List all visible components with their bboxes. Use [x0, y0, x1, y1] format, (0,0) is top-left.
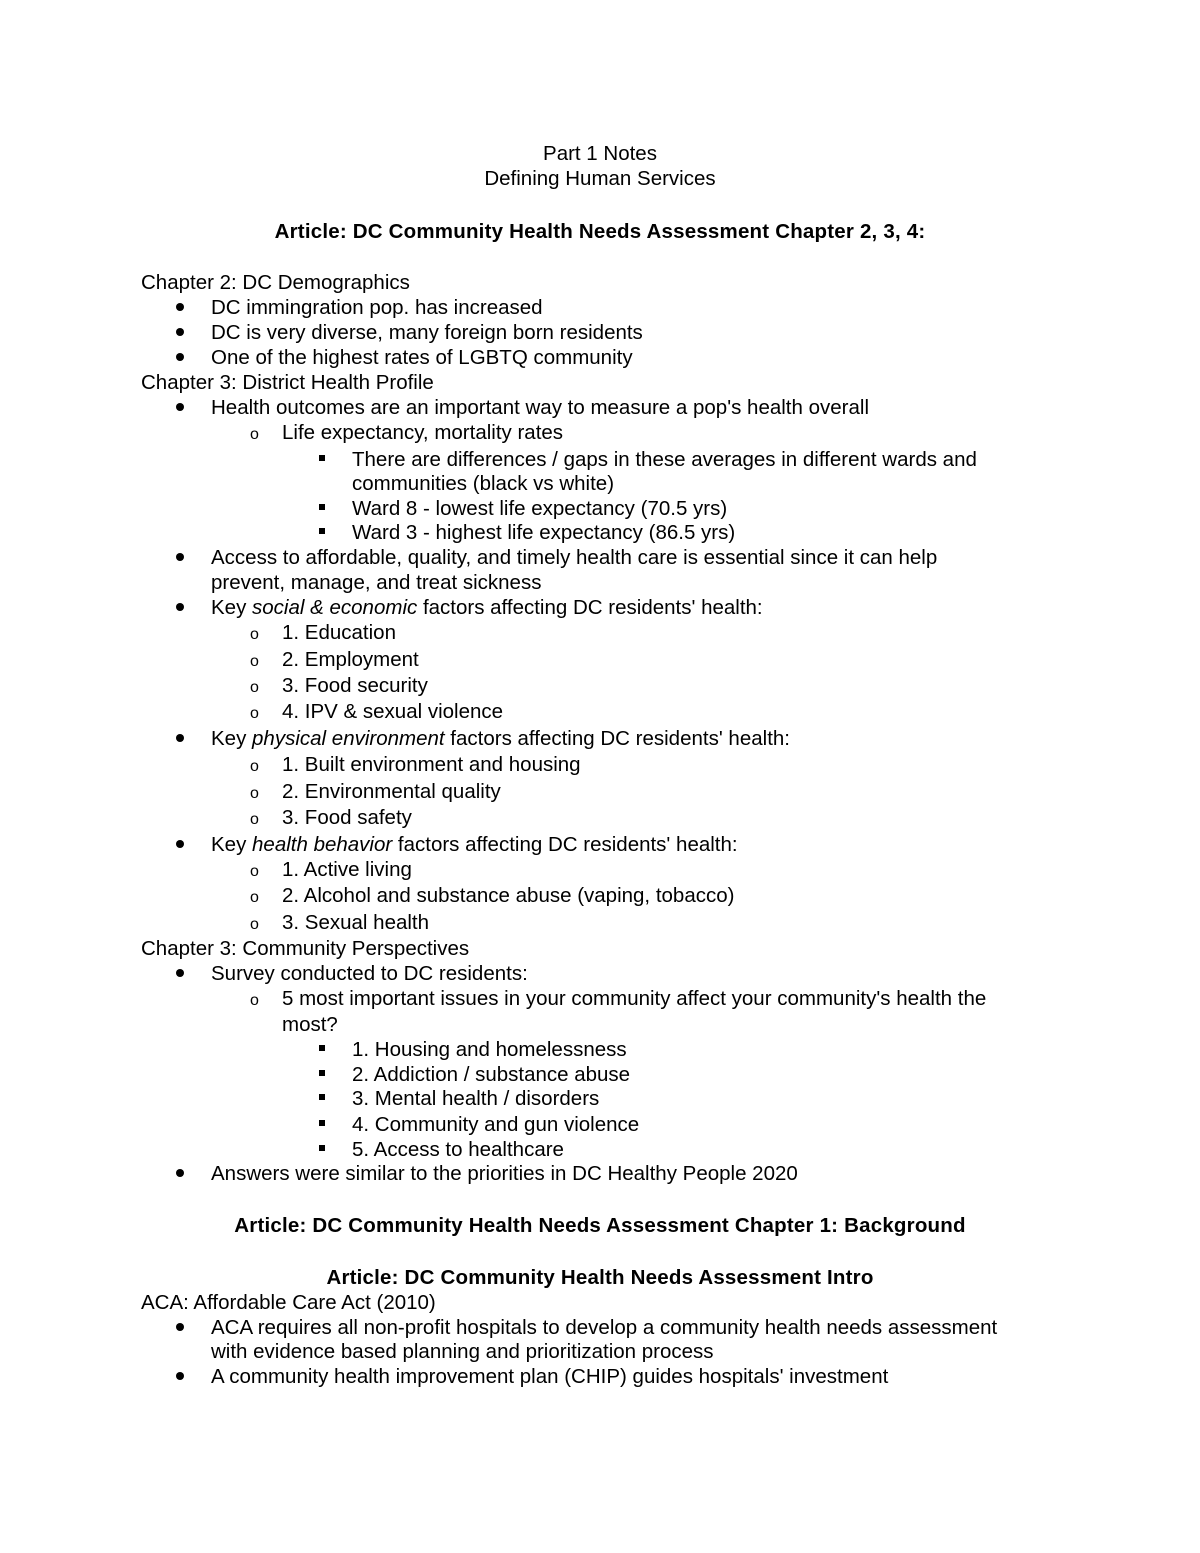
list-item-continuation: communities (black vs white) [352, 472, 615, 495]
list-item: 1. Active living [282, 858, 412, 881]
square-bullet-icon [319, 455, 325, 461]
bullet-icon [176, 603, 184, 611]
list-item: Life expectancy, mortality rates [282, 421, 564, 444]
circle-bullet-icon: o [250, 811, 259, 828]
page-subtitle: Defining Human Services [484, 167, 716, 190]
list-item: DC is very diverse, many foreign born residents [211, 321, 643, 344]
section-heading: Chapter 2: DC Demographics [141, 271, 410, 294]
list-item: 2. Addiction / substance abuse [352, 1063, 631, 1086]
circle-bullet-icon: o [250, 679, 259, 696]
list-item: Key social & economic factors affecting DC residents' health: [211, 596, 763, 619]
square-bullet-icon [319, 1145, 325, 1151]
list-item: There are differences / gaps in these averages in different wards and [352, 448, 977, 471]
bullet-icon [176, 353, 184, 361]
list-item: 3. Sexual health [282, 911, 430, 934]
list-item: 1. Education [282, 621, 396, 644]
circle-bullet-icon: o [250, 653, 259, 670]
list-item: Answers were similar to the priorities in DC Healthy People 2020 [211, 1162, 798, 1185]
square-bullet-icon [319, 528, 325, 534]
list-item: 5 most important issues in your community affect your community's health the [282, 987, 987, 1010]
page-title: Part 1 Notes [543, 142, 657, 165]
list-item: Health outcomes are an important way to measure a pop's health overall [211, 396, 869, 419]
list-item: Survey conducted to DC residents: [211, 962, 528, 985]
square-bullet-icon [319, 504, 325, 510]
list-item: Ward 8 - lowest life expectancy (70.5 yrs) [352, 497, 728, 520]
section-heading: Chapter 3: Community Perspectives [141, 937, 470, 960]
emphasis-text: social & economic [252, 596, 418, 619]
list-item: Ward 3 - highest life expectancy (86.5 yrs) [352, 521, 736, 544]
emphasis-text: physical environment [252, 727, 445, 750]
bullet-icon [176, 734, 184, 742]
article-heading: Article: DC Community Health Needs Assessment Intro [326, 1266, 874, 1289]
emphasis-text: health behavior [252, 833, 393, 856]
bullet-icon [176, 553, 184, 561]
list-item-continuation: with evidence based planning and prioritization process [211, 1340, 714, 1363]
list-item: Key physical environment factors affecting DC residents' health: [211, 727, 790, 750]
bullet-icon [176, 403, 184, 411]
list-item: One of the highest rates of LGBTQ community [211, 346, 633, 369]
list-item: 4. Community and gun violence [352, 1113, 640, 1136]
circle-bullet-icon: o [250, 916, 259, 933]
section-heading: Chapter 3: District Health Profile [141, 371, 434, 394]
section-heading: ACA: Affordable Care Act (2010) [141, 1291, 436, 1314]
circle-bullet-icon: o [250, 426, 259, 443]
list-item: 3. Mental health / disorders [352, 1087, 600, 1110]
circle-bullet-icon: o [250, 785, 259, 802]
list-item: Key health behavior factors affecting DC residents' health: [211, 833, 738, 856]
bullet-icon [176, 1372, 184, 1380]
list-item: 2. Alcohol and substance abuse (vaping, tobacco) [282, 884, 735, 907]
bullet-icon [176, 303, 184, 311]
list-item-continuation: most? [282, 1013, 338, 1036]
list-item: Access to affordable, quality, and timely health care is essential since it can help [211, 546, 938, 569]
bullet-icon [176, 1323, 184, 1331]
list-item: 1. Housing and homelessness [352, 1038, 627, 1061]
circle-bullet-icon: o [250, 758, 259, 775]
bullet-icon [176, 1169, 184, 1177]
circle-bullet-icon: o [250, 705, 259, 722]
circle-bullet-icon: o [250, 889, 259, 906]
square-bullet-icon [319, 1094, 325, 1100]
list-item-continuation: prevent, manage, and treat sickness [211, 571, 542, 594]
circle-bullet-icon: o [250, 626, 259, 643]
list-item: 5. Access to healthcare [352, 1138, 564, 1161]
list-item: ACA requires all non-profit hospitals to develop a community health needs assessment [211, 1316, 998, 1339]
circle-bullet-icon: o [250, 992, 259, 1009]
list-item: 2. Employment [282, 648, 419, 671]
list-item: 3. Food safety [282, 806, 412, 829]
article-heading: Article: DC Community Health Needs Assessment Chapter 2, 3, 4: [274, 220, 926, 243]
list-item: 4. IPV & sexual violence [282, 700, 504, 723]
circle-bullet-icon: o [250, 863, 259, 880]
list-item: DC immingration pop. has increased [211, 296, 543, 319]
bullet-icon [176, 840, 184, 848]
bullet-icon [176, 328, 184, 336]
square-bullet-icon [319, 1120, 325, 1126]
list-item: 1. Built environment and housing [282, 753, 581, 776]
list-item: 2. Environmental quality [282, 780, 501, 803]
square-bullet-icon [319, 1070, 325, 1076]
list-item: A community health improvement plan (CHIP) guides hospitals' investment [211, 1365, 889, 1388]
bullet-icon [176, 969, 184, 977]
square-bullet-icon [319, 1045, 325, 1051]
list-item: 3. Food security [282, 674, 428, 697]
article-heading: Article: DC Community Health Needs Assessment Chapter 1: Background [234, 1214, 966, 1237]
